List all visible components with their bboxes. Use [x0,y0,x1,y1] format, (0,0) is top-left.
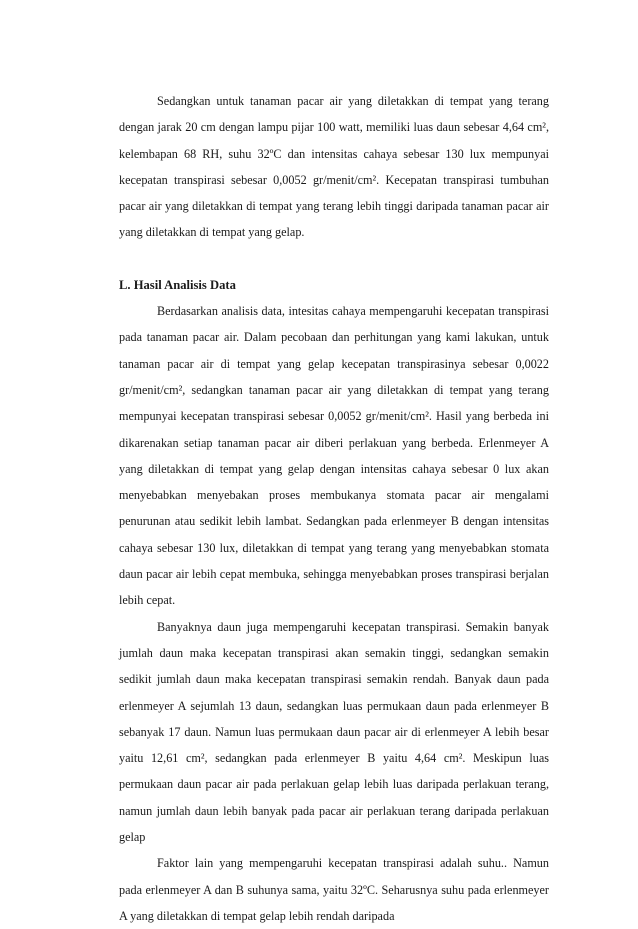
paragraph-temperature-text: Faktor lain yang mempengaruhi kecepatan transpirasi adalah suhu.. Namun pada erlenmeyer A dan B suhunya sama, yaitu 32ºC. Seharusnya suhu pada erlenmeyer A yang diletakkan di tempat gelap lebih rendah daripada [119,856,549,923]
paragraph-temperature [119,850,549,929]
paragraph-light-intensity [119,298,549,614]
section-heading: L. Hasil Analisis Data [119,277,236,292]
paragraph-intro-text: Sedangkan untuk tanaman pacar air yang diletakkan di tempat yang terang dengan jarak 20 cm dengan lampu pijar 100 watt, memiliki luas daun sebesar 4,64 cm², kelembapan 68 RH, suhu 32ºC dan intensitas cahaya sebesar 130 lux mempunyai kecepatan transpirasi sebesar 0,0052 gr/menit/cm². Kecepatan transpirasi tumbuhan pacar air yang diletakkan di tempat yang terang lebih tinggi daripada tanaman pacar air yang diletakkan di tempat yang gelap. [119,94,549,240]
paragraph-intro [119,88,549,246]
paragraph-leaf-count-text: Banyaknya daun juga mempengaruhi kecepatan transpirasi. Semakin banyak jumlah daun maka kecepatan transpirasi akan semakin tinggi, sedangkan semakin sedikit jumlah daun maka kecepatan transpirasi semakin rendah. Banyak daun pada erlenmeyer A sejumlah 13 daun, sedangkan luas permukaan daun pada erlenmeyer B sebanyak 17 daun. Namun luas permukaan daun pacar air di erlenmeyer A lebih besar yaitu 12,61 cm², sedangkan pada erlenmeyer B yaitu 4,64 cm². Meskipun luas permukaan daun pacar air pada perlakuan gelap lebih luas daripada perlakuan terang, namun jumlah daun lebih banyak pada pacar air perlakuan terang daripada perlakuan gelap [119,619,549,845]
document-page [119,88,549,929]
section-spacer [119,246,549,272]
paragraph-leaf-count [119,614,549,851]
paragraph-light-intensity-text: Berdasarkan analisis data, intesitas cahaya mempengaruhi kecepatan transpirasi pada tanaman pacar air. Dalam pecobaan dan perhitungan yang kami lakukan, untuk tanaman pacar air di tempat yang gelap kecepatan transpirasinya sebesar 0,0022 gr/menit/cm², sedangkan tanaman pacar air yang diletakkan di tempat yang terang mempunyai kecepatan transpirasi sebesar 0,0052 gr/menit/cm². Hasil yang berbeda ini dikarenakan setiap tanaman pacar air diberi perlakuan yang berbeda. Erlenmeyer A yang diletakkan di tempat yang gelap dengan intensitas cahaya sebesar 0 lux akan menyebabkan menyebakan proses membukanya stomata pacar air mengalami penurunan atau sedikit lebih lambat. Sedangkan pada erlenmeyer B dengan intensitas cahaya sebesar 130 lux, diletakkan di tempat yang terang yang menyebabkan stomata daun pacar air lebih cepat membuka, sehingga menyebabkan proses transpirasi berjalan lebih cepat. [119,304,549,608]
